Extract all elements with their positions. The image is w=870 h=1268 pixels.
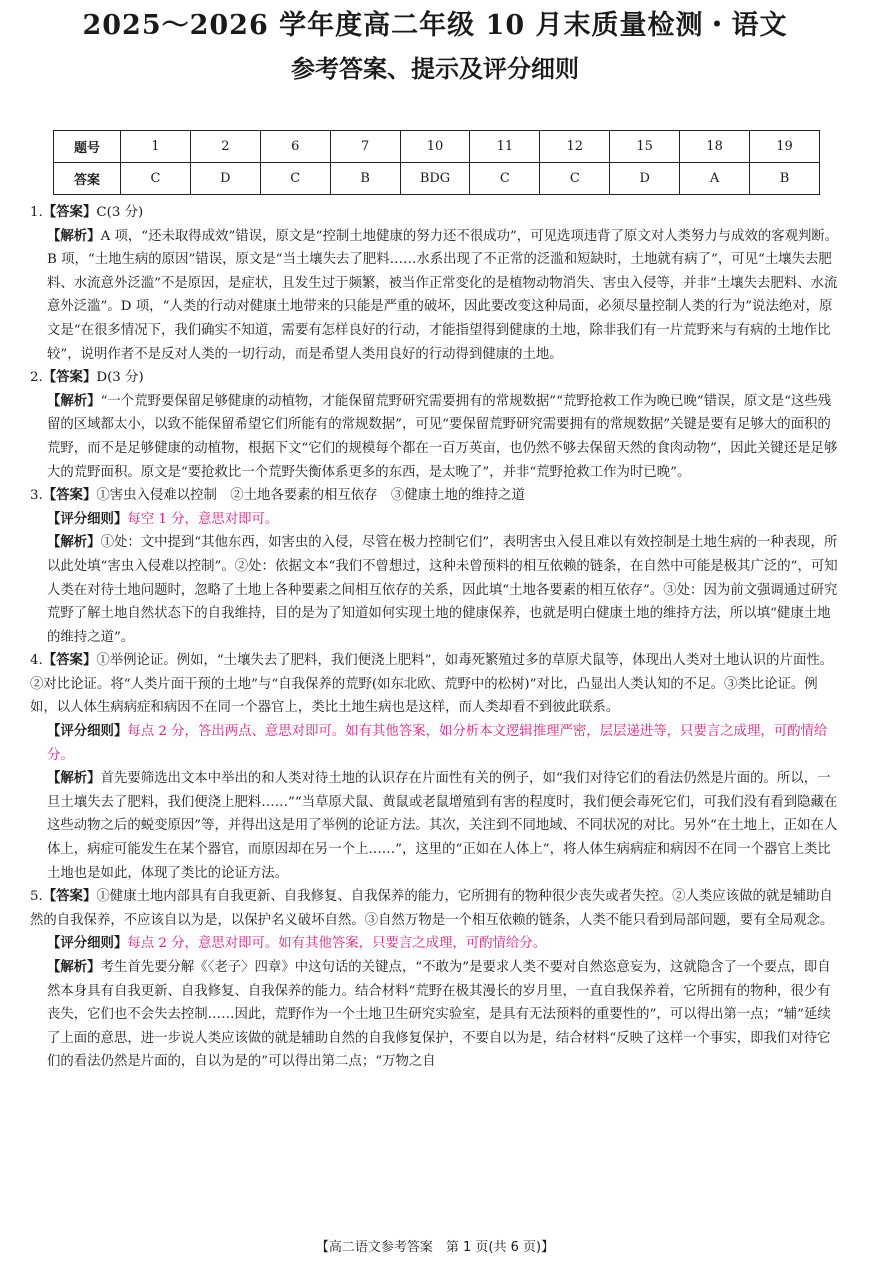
question-4-scoring xyxy=(30,720,840,767)
question-2-analysis xyxy=(30,390,840,484)
question-3-analysis xyxy=(30,531,840,649)
question-number: 10 xyxy=(400,131,470,163)
question-number-row xyxy=(54,131,820,163)
question-5-analysis xyxy=(30,956,840,1074)
answer-table xyxy=(53,130,820,195)
analysis-label: 【解析】 xyxy=(47,228,101,244)
answer-text: C(3 分) xyxy=(96,205,144,220)
page-subtitle: 参考答案、提示及评分细则 xyxy=(291,54,579,83)
question-number-label: 4. xyxy=(30,653,43,669)
question-number: 15 xyxy=(610,131,680,163)
analysis-label: 【解析】 xyxy=(47,960,101,975)
question-number: 6 xyxy=(260,131,330,163)
question-1-analysis xyxy=(30,225,840,367)
question-number: 11 xyxy=(470,131,540,163)
answer-cell: D xyxy=(610,163,680,195)
scoring-label: 【评分细则】 xyxy=(47,511,128,527)
answer-cell: BDG xyxy=(400,163,470,195)
answer-cell: B xyxy=(330,163,400,195)
analysis-text: ①处：文中提到“其他东西，如害虫的入侵，尽管在极力控制它们”，表明害虫入侵且难以有效控制是土地生病的一种表现，所以此处填“害虫入侵难以控制”。②处：依据文本“我们不曾想过，这种未曾预料的相互依赖的链条，在自然中可能是极其广泛的”，可知人类在对待土地问题时，忽略了土地上各种要素之间相互依存的关系，因此填“土地各要素的相互依存”。③处：因为前文强调通过研究荒野了解土地自然状态下的自我维持，目的是为了知道如何实现土地的健康保养，也就是明白健康土地的维持方法，所以填“健康土地的维持之道”。 xyxy=(47,535,838,645)
answer-cell: C xyxy=(540,163,610,195)
question-2-answer xyxy=(30,366,840,390)
question-number-label: 5. xyxy=(30,889,43,905)
row-label-number: 题号 xyxy=(54,131,121,163)
question-number: 12 xyxy=(540,131,610,163)
question-number: 19 xyxy=(750,131,820,163)
answer-text: D(3 分) xyxy=(96,370,144,386)
analysis-label: 【解析】 xyxy=(47,393,101,409)
answer-text: ①健康土地内部具有自我更新、自我修复、自我保养的能力，它所拥有的物种很少丧失或者失控。②人类应该做的就是辅助自然的自我保养，不应该自以为是，以保护名义破坏自然。③自然万物是一个相互依赖的链条，人类不能只看到局部问题，要有全局观念。 xyxy=(30,889,834,928)
question-3-answer xyxy=(30,484,840,508)
question-number: 2 xyxy=(190,131,260,163)
answer-cell: B xyxy=(750,163,820,195)
question-number: 7 xyxy=(330,131,400,163)
answer-label: 【答案】 xyxy=(42,653,97,669)
question-number-label: 3. xyxy=(30,488,43,504)
scoring-text: 每点 2 分，答出两点、意思对即可。如有其他答案，如分析本文逻辑推理严密，层层递进等，只要言之成理，可酌情给分。 xyxy=(47,724,828,763)
question-5-scoring xyxy=(30,932,840,956)
question-number-label: 2. xyxy=(30,370,43,386)
answer-cell: C xyxy=(470,163,540,195)
page-title: 2025～2026 学年度高二年级 10 月末质量检测・语文 xyxy=(82,10,788,41)
analysis-text: A 项，“还未取得成效”错误，原文是“控制土地健康的努力还不很成功”，可见选项违背了原文对人类努力与成效的客观判断。B 项，“土地生病的原因”错误，原文是“当土壤失去了肥料……水系出现了不正常的泛滥和短缺时，土地就有病了”，可见“土壤失去肥料、水流意外泛滥”不是原因，是症状，且发生过于频繁，被当作正常变化的是植物动物消失、害虫入侵等，并非“土壤失去肥料、水流意外泛滥”。D 项，“人类的行动对健康土地带来的只能是严重的破坏，因此要改变这种局面，必须尽量控制人类的行为”说法绝对，原文是“在很多情况下，我们确实不知道，需要有怎样良好的行动，才能指望得到健康的土地，除非我们有一片荒野来与有病的土地作比较”，说明作者不是反对人类的一切行动，而是希望人类用良好的行动得到健康的土地。 xyxy=(47,228,839,362)
question-number-label: 1. xyxy=(30,205,43,220)
analysis-label: 【解析】 xyxy=(47,771,101,787)
question-number: 18 xyxy=(680,131,750,163)
answer-label: 【答案】 xyxy=(42,889,97,905)
answer-text: ①举例论证。例如，“土壤失去了肥料，我们便浇上肥料”，如毒死繁殖过多的草原犬鼠等，体现出人类对土地认识的片面性。②对比论证。将“人类片面干预的土地”与“自我保养的荒野(如东北欧、荒野中的松树)”对比，凸显出人类认知的不足。③类比论证。例如，以人体生病病症和病因不在同一个器官上，类比土地生病也是这样，而人类却看不到彼此联系。 xyxy=(30,653,834,716)
row-label-answer: 答案 xyxy=(54,163,121,195)
page-footer: 【高二语文参考答案 第 1 页(共 6 页)】 xyxy=(315,1240,555,1255)
scoring-label: 【评分细则】 xyxy=(47,936,128,952)
question-4-analysis xyxy=(30,767,840,885)
question-5-answer xyxy=(30,885,840,932)
scoring-text: 每点 2 分，意思对即可。如有其他答案，只要言之成理，可酌情给分。 xyxy=(127,936,547,952)
answer-label: 【答案】 xyxy=(42,205,97,220)
answer-cell: D xyxy=(190,163,260,195)
answer-label: 【答案】 xyxy=(42,488,97,504)
answer-label: 【答案】 xyxy=(42,370,97,386)
scoring-label: 【评分细则】 xyxy=(47,724,128,740)
question-3-scoring xyxy=(30,508,840,532)
question-number: 1 xyxy=(121,131,191,163)
answer-row xyxy=(54,163,820,195)
scoring-text: 每空 1 分，意思对即可。 xyxy=(127,511,279,527)
answer-text: ①害虫入侵难以控制 ②土地各要素的相互依存 ③健康土地的维持之道 xyxy=(96,488,525,504)
answer-cell: A xyxy=(680,163,750,195)
analysis-text: “一个荒野要保留足够健康的动植物，才能保留荒野研究需要拥有的常规数据”“荒野抢救工作为晚已晚”错误，原文是“这些残留的区域都太小，以致不能保留希望它们所能有的常规数据”，可见“要保留荒野研究需要拥有的常规数据”关键是要有足够大的面积的荒野，而不是足够健康的动植物，根据下文“它们的规模每个都在一百万英亩，也仍然不够去保留天然的食肉动物”，因此关键还是足够大的荒野面积。原文是“要抢救比一个荒野失衡体系更多的东西，是太晚了”，并非“荒野抢救工作为时已晚”。 xyxy=(47,393,838,480)
analysis-label: 【解析】 xyxy=(47,535,101,551)
answer-cell: C xyxy=(260,163,330,195)
question-4-answer xyxy=(30,649,840,720)
answer-explanations xyxy=(30,201,840,1074)
question-1-answer xyxy=(30,201,840,225)
analysis-text: 考生首先要分解《〈老子〉四章》中这句话的关键点，“不敢为”是要求人类不要对自然恣意妄为，这就隐含了一个要点，即自然本身具有自我更新、自我修复、自我保养的能力。结合材料“荒野在极其漫长的岁月里，一直自我保养着，它所拥有的物种，很少有丧失，它们也不会失去控制……因此，荒野作为一个土地卫生研究实验室，是具有无法预料的重要性的”，可以得出第一点；“辅”延续了上面的意思，进一步说人类应该做的就是辅助自然的自我修复保护，不要自以为是，结合材料“反映了这样一个事实，即我们对待它们的看法仍然是片面的，自以为是的”可以得出第二点；“万物之自 xyxy=(47,960,831,1070)
answer-cell: C xyxy=(121,163,191,195)
analysis-text: 首先要筛选出文本中举出的和人类对待土地的认识存在片面性有关的例子，如“我们对待它们的看法仍然是片面的。所以，一旦土壤失去了肥料，我们便浇上肥料……”“当草原犬鼠、黄鼠或老鼠增殖到有害的程度时，我们便会毒死它们，可我们没有看到隐藏在这些动物之后的蜕变原因”等，并得出这是用了举例的论证方法。其次，关注到不同地域、不同状况的对比。另外“在土地上，正如在人体上，病症可能发生在某个器官，而原因却在另一个上……”，这里的“正如在人体上”，将人体生病病症和病因不在同一个器官上类比土地也是如此，体现了类比的论证方法。 xyxy=(47,771,838,881)
